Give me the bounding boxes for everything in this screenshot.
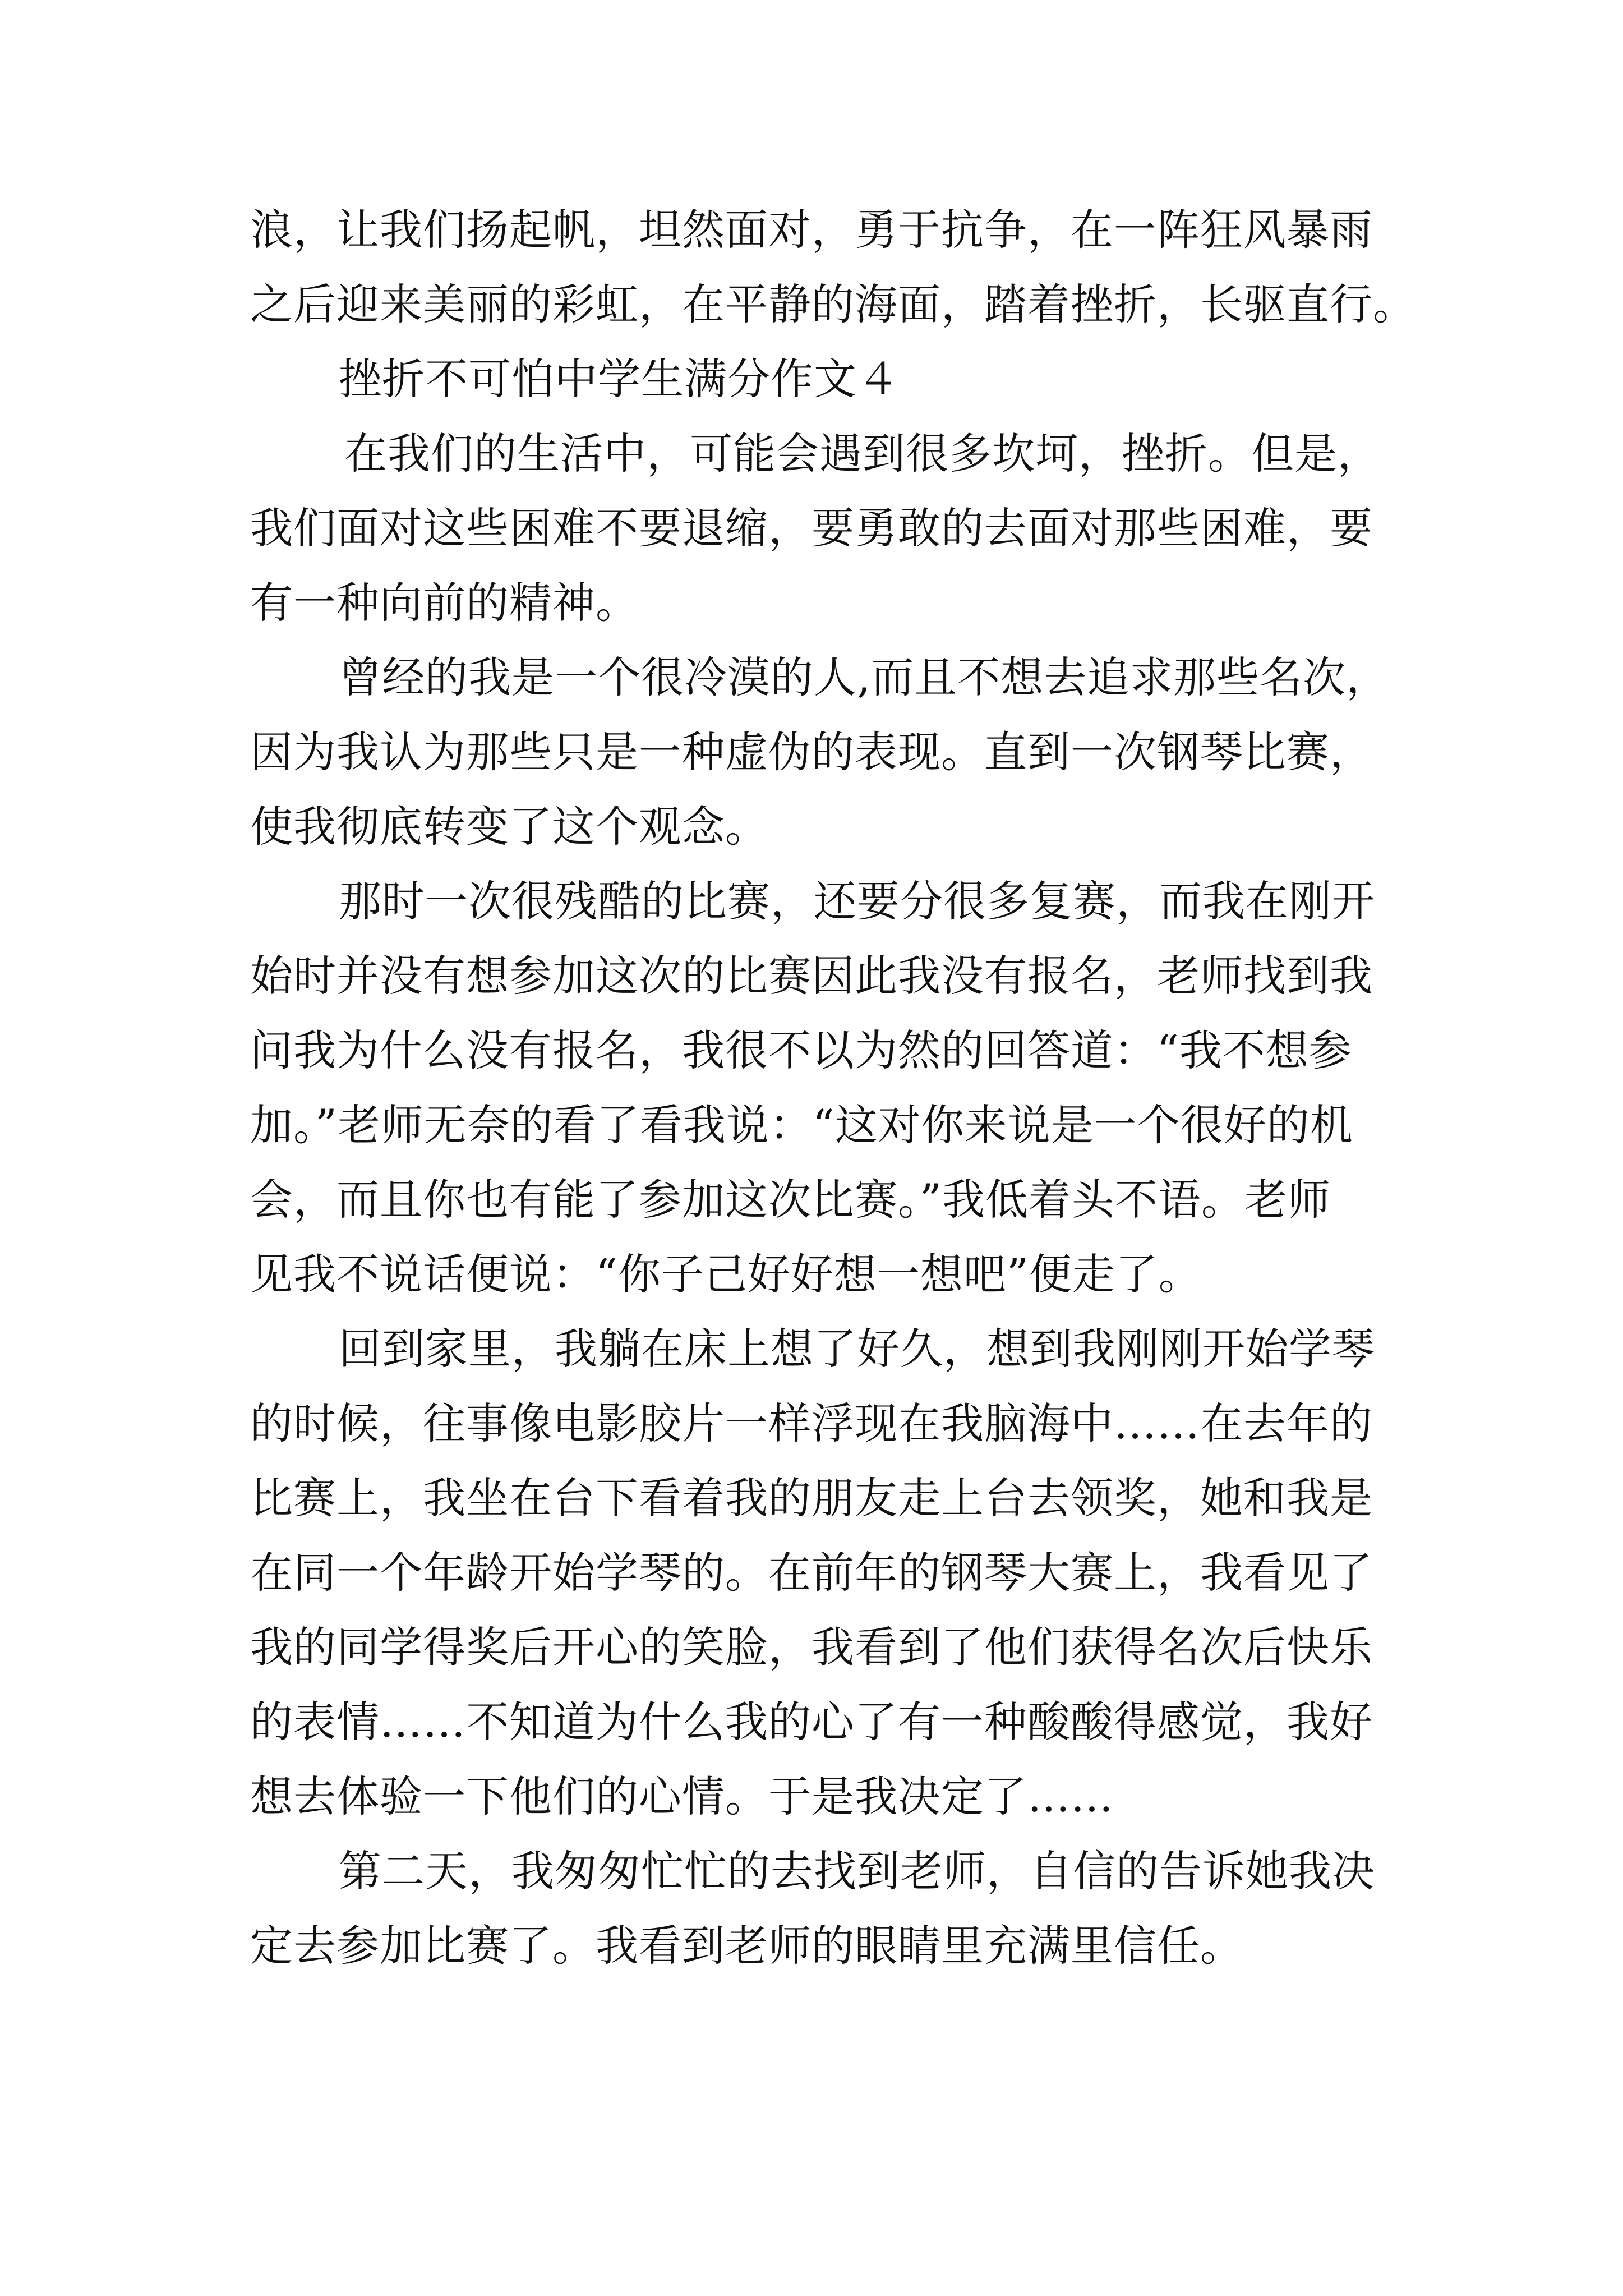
text-line: 比赛上，我坐在台下看着我的朋友走上台去领奖，她和我是 — [250, 1473, 1373, 1523]
text-line: 有一种向前的精神。 — [250, 578, 639, 628]
text-line: 始时并没有想参加这次的比赛因此我没有报名，老师找到我 — [250, 951, 1373, 1001]
text-line: 在我们的生活中，可能会遇到很多坎坷，挫折。但是， — [344, 429, 1381, 478]
text-line: 因为我认为那些只是一种虚伪的表现。直到一次钢琴比赛， — [250, 727, 1373, 777]
text-line: 的时候，往事像电影胶片一样浮现在我脑海中……在去年的 — [250, 1398, 1373, 1448]
text-line: 我们面对这些困难不要退缩，要勇敢的去面对那些困难，要 — [250, 503, 1373, 553]
text-line: 使我彻底转变了这个观念。 — [250, 802, 768, 852]
text-line: 之后迎来美丽的彩虹，在平静的海面，踏着挫折，长驱直行。 — [250, 279, 1416, 329]
text-line: 见我不说话便说：“你子己好好想一想吧”便走了。 — [250, 1249, 1202, 1299]
text-line: 的表情……不知道为什么我的心了有一种酸酸得感觉，我好 — [250, 1697, 1373, 1747]
text-line: 在同一个年龄开始学琴的。在前年的钢琴大赛上，我看见了 — [250, 1548, 1373, 1598]
text-line: 我的同学得奖后开心的笑脸，我看到了他们获得名次后快乐 — [250, 1622, 1373, 1672]
text-line: 加。”老师无奈的看了看我说：“这对你来说是一个很好的机 — [250, 1100, 1353, 1150]
text-line: 曾经的我是一个很冷漠的人,而且不想去追求那些名次， — [339, 652, 1390, 702]
text-line: 问我为什么没有报名，我很不以为然的回答道：“我不想参 — [250, 1025, 1352, 1075]
text-line: 定去参加比赛了。我看到老师的眼睛里充满里信任。 — [250, 1921, 1243, 1971]
text-line: 想去体验一下他们的心情。于是我决定了…… — [250, 1772, 1114, 1821]
text-line: 那时一次很残酷的比赛，还要分很多复赛，而我在刚开 — [339, 876, 1375, 926]
section-heading: 挫折不可怕中学生满分作文４ — [339, 354, 900, 404]
text-line: 浪，让我们扬起帆，坦然面对，勇于抗争，在一阵狂风暴雨 — [250, 205, 1373, 255]
text-line: 会，而且你也有能了参加这次比赛。”我低着头不语。老师 — [250, 1175, 1331, 1225]
text-line: 回到家里，我躺在床上想了好久，想到我刚刚开始学琴 — [339, 1324, 1375, 1374]
text-line: 第二天，我匆匆忙忙的去找到老师，自信的告诉她我决 — [339, 1846, 1375, 1896]
